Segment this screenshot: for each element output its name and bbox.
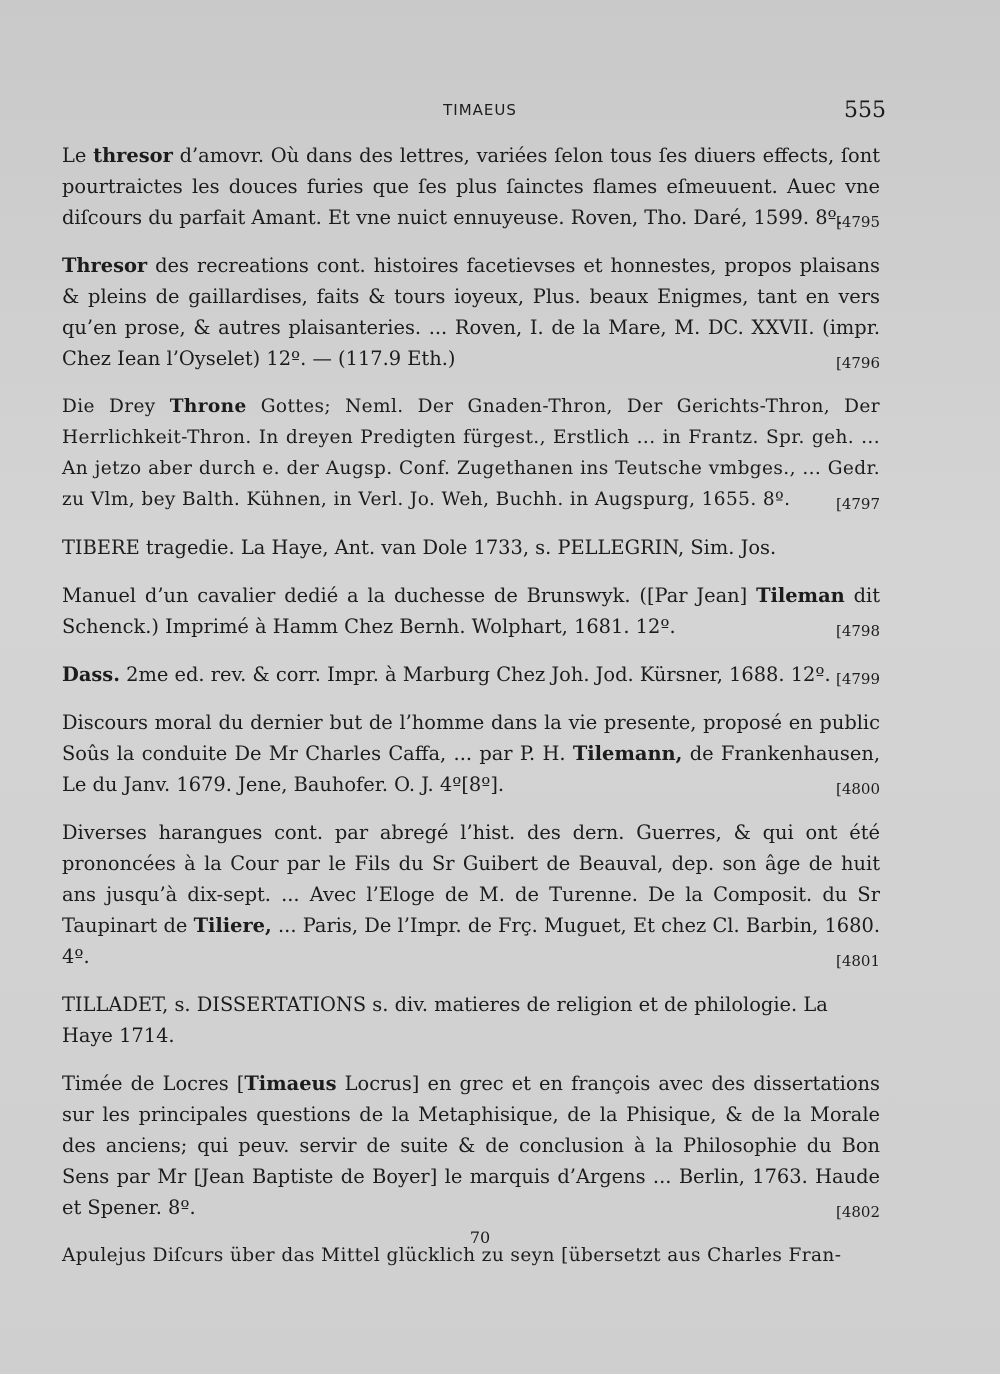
entry-number: [4798 xyxy=(835,622,880,640)
running-header: TIMAEUS xyxy=(443,101,517,119)
bibliography-entries xyxy=(62,140,880,1288)
entry-4802 xyxy=(62,1068,880,1223)
entry-number: [4796 xyxy=(835,354,880,372)
entry-keyword: Dass. xyxy=(62,663,120,686)
entry-text: Discours moral du dernier but de l’homme dans la vie presente, proposé en public Soûs la conduite De Mr Charles Caffa, ... par P. H. Tilemann, de Frankenhausen, Le du Janv. 1679. Jene, Bauhofer. O. J. 4º[8º]. xyxy=(62,711,880,796)
entry-4799 xyxy=(62,659,880,690)
entry-text: Diverses harangues cont. par abregé l’hist. des dern. Guerres, & qui ont été prononcées à la Cour par le Fils du Sr Guibert de Beauval, dep. son âge de huit ans jusqu’à dix-sept. ... Avec l’Eloge de M. de Turenne. De la Composit. du Sr Taupinart de Tiliere, ... Paris, De l’Impr. de Frç. Muguet, Et chez Cl. Barbin, 1680. 4º. xyxy=(62,821,880,968)
entry-text: TIBERE tragedie. La Haye, Ant. van Dole 1733, s. PELLEGRIN, Sim. Jos. xyxy=(62,536,777,559)
entry-keyword: Tiliere, xyxy=(193,914,272,937)
entry-text: Dass. 2me ed. rev. & corr. Impr. à Marburg Chez Joh. Jod. Kürsner, 1688. 12º. xyxy=(62,663,831,686)
entry-text: Thresor des recreations cont. histoires facetievses et honnestes, propos plaisans & pleins de gaillardises, faits & tours ioyeux, Plus. beaux Enigmes, tant en vers qu’en prose, & autres plaisanteries. ... Roven, I. de la Mare, M. DC. XXVII. (impr. Chez Iean l’Oyselet) 12º. — (117.9 Eth.) xyxy=(62,254,880,370)
entry-number: [4800 xyxy=(835,780,880,798)
entry-text: Manuel d’un cavalier dedié a la duchesse de Brunswyk. ([Par Jean] Tileman dit Schenck.) Imprimé à Hamm Chez Bernh. Wolphart, 1681. 12º. xyxy=(62,584,880,638)
page-number: 555 xyxy=(844,98,886,123)
entry-number: [4799 xyxy=(835,670,880,688)
entry-keyword: thresor xyxy=(93,144,173,167)
entry-4797 xyxy=(62,391,880,515)
entry-4796 xyxy=(62,250,880,374)
entry-text: Timée de Locres [Timaeus Locrus] en grec et en françois avec des dissertations sur les principales questions de la Metaphisique, de la Phisique, & de la Morale des anciens; qui peuv. servir de suite & de conclusion à la Philosophie du Bon Sens par Mr [Jean Baptiste de Boyer] le marquis d’Argens ... Berlin, 1763. Haude et Spener. 8º. xyxy=(62,1072,880,1219)
entry-text: TILLADET, s. DISSERTATIONS s. div. matieres de religion et de philologie. La Haye 1714. xyxy=(62,993,828,1047)
entry-4798 xyxy=(62,580,880,642)
entry-number: [4795 xyxy=(835,213,880,231)
entry-4801 xyxy=(62,817,880,972)
entry-4800 xyxy=(62,707,880,800)
entry-text: Le thresor d’amovr. Où dans des lettres, variées ſelon tous ſes diuers effects, ſont pourtraictes les douces furies que ſes plus ſainctes flames eſmeuuent. Auec vne diſcours du parfait Amant. Et vne nuict ennuyeuse. Roven, Tho. Daré, 1599. 8º. xyxy=(62,144,881,229)
entry-keyword: Tileman xyxy=(756,584,845,607)
entry-tibere xyxy=(62,532,880,563)
entry-keyword: Timaeus xyxy=(244,1072,337,1095)
entry-number: [4802 xyxy=(835,1203,880,1221)
entry-4795 xyxy=(62,140,880,233)
entry-keyword: Tilemann, xyxy=(572,742,683,765)
entry-tilladet xyxy=(62,989,880,1051)
signature-mark: 70 xyxy=(469,1228,491,1247)
entry-number: [4797 xyxy=(835,495,880,513)
entry-keyword: Throne xyxy=(169,396,247,417)
entry-number: [4801 xyxy=(835,952,880,970)
entry-text: Apulejus Diſcurs über das Mittel glücklich zu seyn [übersetzt aus Charles Fran- xyxy=(62,1245,842,1266)
entry-keyword: Thresor xyxy=(62,254,148,277)
entry-text: Die Drey Throne Gottes; Neml. Der Gnaden-Thron, Der Gerichts-Thron, Der Herrlichkeit-Thron. In dreyen Predigten fürgest., Erstlich ... in Frantz. Spr. geh. ... An jetzo aber durch e. der Augsp. Conf. Zugethanen ins Teutsche vmbges., ... Gedr. zu Vlm, bey Balth. Kühnen, in Verl. Jo. Weh, Buchh. in Augspurg, 1655. 8º. xyxy=(62,396,880,510)
